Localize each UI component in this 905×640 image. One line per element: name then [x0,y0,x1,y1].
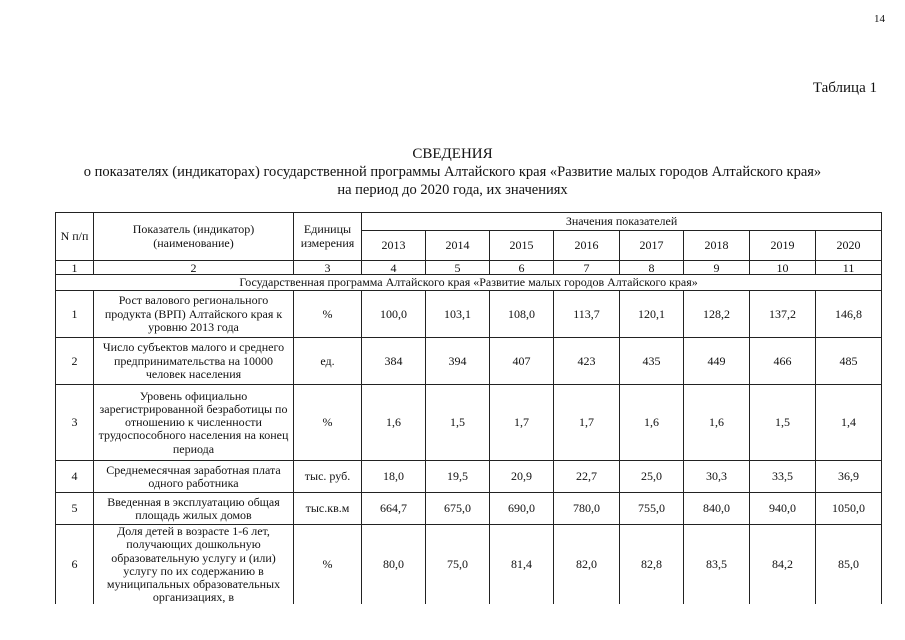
value-cell: 664,7 [362,493,426,525]
unit-cell: % [294,525,362,605]
value-cell: 82,0 [554,525,620,605]
row-number: 2 [56,338,94,385]
header-year: 2018 [684,231,750,261]
value-cell: 1,6 [684,385,750,461]
header-row [56,213,882,231]
header-year: 2014 [426,231,490,261]
value-cell: 81,4 [490,525,554,605]
value-cell: 80,0 [362,525,426,605]
row-number: 1 [56,291,94,338]
column-number: 11 [816,261,882,275]
unit-cell: ед. [294,338,362,385]
table-row [56,525,882,605]
column-number: 1 [56,261,94,275]
value-cell: 394 [426,338,490,385]
value-cell: 690,0 [490,493,554,525]
value-cell: 19,5 [426,461,490,493]
indicator-name: Число субъектов малого и среднего предпринимательства на 10000 человек населения [94,338,294,385]
page-number: 14 [874,13,885,25]
unit-cell: % [294,291,362,338]
header-unit: Единицы измерения [294,213,362,261]
program-title: Государственная программа Алтайского края «Развитие малых городов Алтайского края» [56,275,882,291]
header-year: 2015 [490,231,554,261]
program-title-row [56,275,882,291]
column-number: 7 [554,261,620,275]
value-cell: 100,0 [362,291,426,338]
table-row [56,291,882,338]
value-cell: 384 [362,338,426,385]
column-number: 3 [294,261,362,275]
indicator-name: Рост валового регионального продукта (ВРП) Алтайского края к уровню 2013 года [94,291,294,338]
value-cell: 20,9 [490,461,554,493]
row-number: 4 [56,461,94,493]
value-cell: 485 [816,338,882,385]
value-cell: 82,8 [620,525,684,605]
value-cell: 1,4 [816,385,882,461]
value-cell: 1,5 [426,385,490,461]
value-cell: 840,0 [684,493,750,525]
value-cell: 1,6 [362,385,426,461]
value-cell: 755,0 [620,493,684,525]
row-number: 5 [56,493,94,525]
header-year: 2019 [750,231,816,261]
value-cell: 466 [750,338,816,385]
unit-cell: тыс.кв.м [294,493,362,525]
value-cell: 113,7 [554,291,620,338]
table-row [56,493,882,525]
value-cell: 120,1 [620,291,684,338]
value-cell: 18,0 [362,461,426,493]
value-cell: 25,0 [620,461,684,493]
heading-subtitle: о показателях (индикаторах) государственной программы Алтайского края «Развитие малых городов Алтайского края» [83,164,822,180]
value-cell: 103,1 [426,291,490,338]
table-row [56,385,882,461]
indicators-table [55,212,882,604]
table-row [56,461,882,493]
value-cell: 36,9 [816,461,882,493]
indicator-name: Введенная в эксплуатацию общая площадь жилых домов [94,493,294,525]
value-cell: 435 [620,338,684,385]
column-number: 5 [426,261,490,275]
table-row [56,338,882,385]
unit-cell: тыс. руб. [294,461,362,493]
value-cell: 1,5 [750,385,816,461]
header-indicator: Показатель (индикатор) (наименование) [94,213,294,261]
column-number: 8 [620,261,684,275]
column-number: 6 [490,261,554,275]
value-cell: 1,7 [490,385,554,461]
value-cell: 137,2 [750,291,816,338]
table-label: Таблица 1 [812,80,877,96]
value-cell: 940,0 [750,493,816,525]
value-cell: 423 [554,338,620,385]
value-cell: 1050,0 [816,493,882,525]
header-year: 2020 [816,231,882,261]
value-cell: 146,8 [816,291,882,338]
indicator-name: Доля детей в возрасте 1-6 лет, получающих дошкольную образовательную услугу и (или) услугу по их содержанию в муниципальных образовательных организациях, в [94,525,294,605]
header-no: N п/п [56,213,94,261]
indicator-name: Среднемесячная заработная плата одного работника [94,461,294,493]
value-cell: 30,3 [684,461,750,493]
column-number: 2 [94,261,294,275]
document-heading [0,145,905,199]
column-numbers-row [56,261,882,275]
header-year: 2013 [362,231,426,261]
value-cell: 22,7 [554,461,620,493]
value-cell: 449 [684,338,750,385]
header-values-group: Значения показателей [362,213,882,231]
value-cell: 75,0 [426,525,490,605]
column-number: 9 [684,261,750,275]
value-cell: 33,5 [750,461,816,493]
header-year: 2017 [620,231,684,261]
value-cell: 85,0 [816,525,882,605]
column-number: 10 [750,261,816,275]
value-cell: 84,2 [750,525,816,605]
value-cell: 780,0 [554,493,620,525]
unit-cell: % [294,385,362,461]
value-cell: 407 [490,338,554,385]
value-cell: 83,5 [684,525,750,605]
heading-period: на период до 2020 года, их значениях [337,182,568,198]
row-number: 3 [56,385,94,461]
indicator-name: Уровень официально зарегистрированной безработицы по отношению к численности трудоспособного населения на конец периода [94,385,294,461]
row-number: 6 [56,525,94,605]
heading-title: СВЕДЕНИЯ [412,146,493,162]
value-cell: 128,2 [684,291,750,338]
value-cell: 108,0 [490,291,554,338]
value-cell: 675,0 [426,493,490,525]
value-cell: 1,7 [554,385,620,461]
header-year: 2016 [554,231,620,261]
value-cell: 1,6 [620,385,684,461]
column-number: 4 [362,261,426,275]
